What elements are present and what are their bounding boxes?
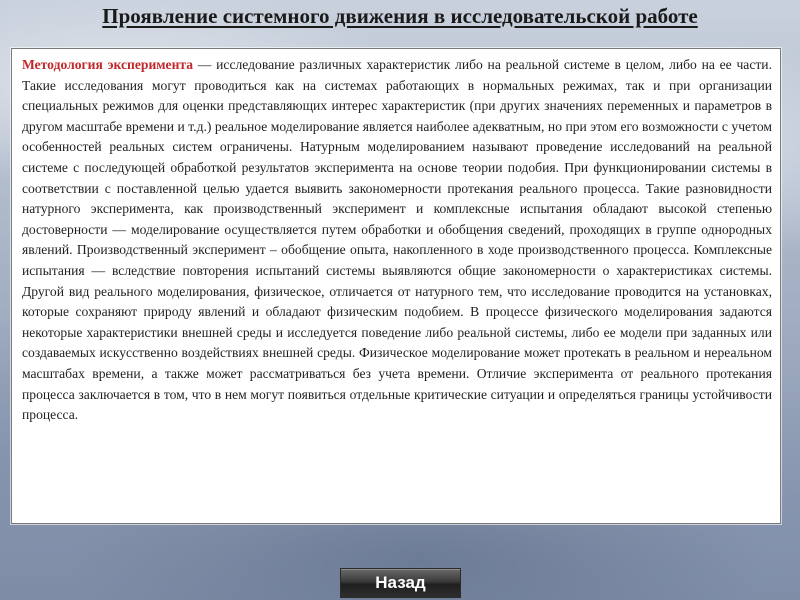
highlighted-term: Методология эксперимента [22, 57, 194, 72]
page-title: Проявление системного движения в исследовательской работе [102, 4, 698, 28]
content-body: — исследование различных характеристик либо на реальной системе в целом, либо на ее части. Такие исследования могут проводиться как на системах работающих в нормальных режимах, так и при организации специальных режимов для оценки представляющих интерес характеристик (при других значениях переменных и параметров в другом масштабе времени и т.д.) реальное моделирование является наиболее адекватным, но при этом его возможности с учетом особенностей реальных систем ограничены. Натурным моделированием называют проведение исследований на реальной системе с последующей обработкой результатов эксперимента на основе теории подобия. При функционировании системы в соответствии с поставленной целью удается выявить закономерности протекания реального процесса. Такие разновидности натурного эксперимента, как производственный эксперимент и комплексные испытания обладают высокой степенью достоверности — моделирование осуществляется путем обработки и обобщения сведений, проходящих в группе однородных явлений. Производственный эксперимент – обобщение опыта, накопленного в ходе производственного процесса. Комплексные испытания — вследствие повторения испытаний системы выявляются общие закономерности о характеристиках системы. Другой вид реального моделирования, физическое, отличается от натурного тем, что исследование проводится на установках, которые сохраняют природу явлений и обладают физическим подобием. В процессе физического моделирования задаются некоторые характеристики внешней среды и исследуется поведение либо реальной системы, либо ее модели при заданных или создаваемых искусственно воздействиях внешней среды. Физическое моделирование может протекать в реальном и нереальном масштабах времени, а также может рассматриваться без учета времени. Отличие эксперимента от реального протекания процесса заключается в том, что в нем могут появиться отдельные критические ситуации и определяться границы устойчивости процесса. [22, 57, 772, 423]
content-paragraph [22, 55, 772, 426]
content-panel [11, 48, 781, 524]
back-button[interactable]: Назад [340, 568, 461, 598]
